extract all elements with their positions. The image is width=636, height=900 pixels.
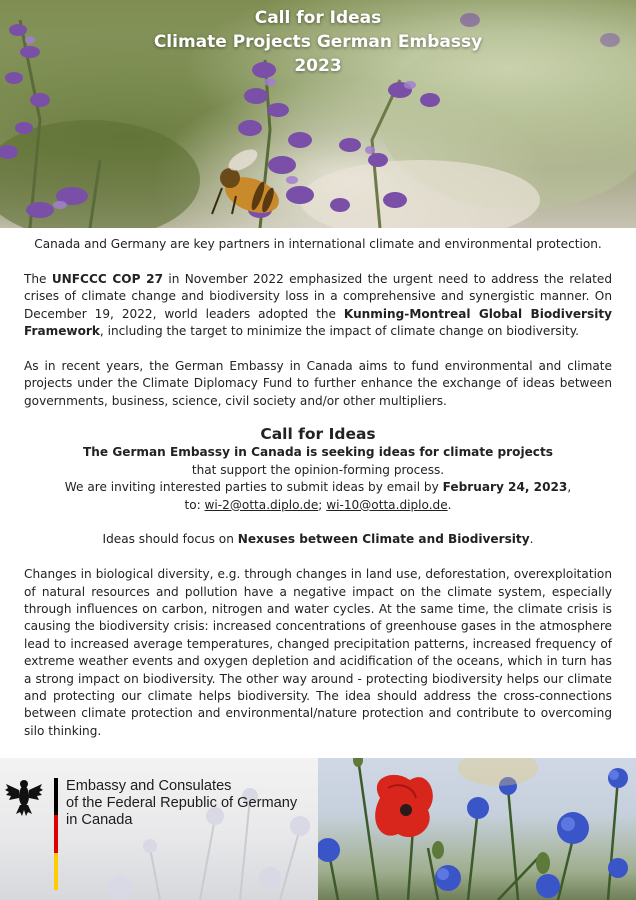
federal-eagle-icon: [4, 776, 44, 818]
text-run: ,: [567, 480, 572, 495]
page-title: [0, 6, 636, 78]
title-line: Climate Projects German Embassy: [153, 32, 483, 52]
text-run: .: [529, 532, 534, 547]
embassy-name-line: in Canada: [66, 812, 133, 828]
focus-topic: Nexuses between Climate and Biodiversity: [237, 532, 530, 547]
title-line: Call for Ideas: [254, 8, 382, 28]
call-for-ideas-section: [24, 424, 612, 514]
focus-line: [24, 531, 612, 548]
flag-red-stripe: [54, 815, 58, 852]
embassy-name-line: of the Federal Republic of Germany: [66, 795, 298, 811]
section-heading: Call for Ideas: [260, 425, 376, 444]
cop27-paragraph: [24, 271, 612, 341]
to-label: to:: [184, 497, 205, 512]
embassy-logo-panel: [0, 758, 318, 900]
flag-gold-stripe: [54, 853, 58, 890]
german-flag-bar: [54, 778, 58, 890]
text-run: ;: [318, 497, 327, 512]
embassy-name: [66, 778, 297, 829]
deadline-line: [24, 479, 612, 496]
footer: [0, 758, 636, 900]
email-link-1[interactable]: wi-2@otta.diplo.de: [204, 497, 319, 512]
framework-name: Kunming-Montreal Global Biodiversity Framework: [24, 306, 613, 339]
email-link-2[interactable]: wi-10@otta.diplo.de: [326, 497, 448, 512]
wildflower-photo: [318, 758, 636, 900]
poppy-cornflower-illustration: [318, 758, 636, 900]
deadline-date: February 24, 2023: [442, 480, 568, 495]
text-run: , including the target to minimize the impact of climate change on biodiversity.: [99, 324, 579, 339]
text-run: We are inviting interested parties to submit ideas by email by: [64, 480, 443, 495]
title-line: 2023: [294, 56, 342, 76]
bee-icon: [212, 145, 284, 220]
intro-paragraph: Canada and Germany are key partners in international climate and environmental protection.: [34, 237, 602, 251]
text-run: in November 2022 emphasized the urgent need to address the related crises of climate change and biodiversity loss in a comprehensive and synergistic manner. On December 19, 2022, world leaders adopted the: [24, 271, 612, 321]
funding-paragraph: As in recent years, the German Embassy in Canada aims to fund environmental and climate projects under the Climate Diplomacy Fund to further enhance the exchange of ideas between governments, business, science, civil society and/or other multipliers.: [24, 358, 612, 408]
poppy-icon: [375, 775, 433, 837]
embassy-name-line: Embassy and Consulates: [66, 778, 232, 794]
main-content: [24, 236, 612, 758]
cop27-name: UNFCCC COP 27: [51, 271, 163, 286]
text-run: .: [447, 497, 452, 512]
flag-black-stripe: [54, 778, 58, 815]
support-line: that support the opinion-forming process.: [191, 462, 445, 477]
text-run: Ideas should focus on: [102, 532, 238, 547]
email-line: [24, 497, 612, 514]
header-photo: [0, 0, 636, 228]
biodiversity-paragraph: Changes in biological diversity, e.g. through changes in land use, deforestation, overexploitation of natural resources and pollution have a negative impact on the climate system, especially through influences on carbon, nitrogen and water cycles. At the same time, the climate crisis is causing the biodiversity crisis: increased concentrations of greenhouse gases in the atmosphere lead to increased average temperatures, changed precipitation patterns, increased frequency of extreme weather events and oxygen depletion and acidification of the oceans, which in turn has a strong impact on biodiversity. The other way around - protecting biodiversity helps our climate and protecting our climate helps biodiversity. The idea should address the cross-connections between climate protection and environmental/nature protection and contribute to overcoming silo thinking.: [24, 567, 612, 738]
section-subheading: The German Embassy in Canada is seeking ideas for climate projects: [83, 445, 553, 460]
text-run: The: [24, 271, 52, 286]
